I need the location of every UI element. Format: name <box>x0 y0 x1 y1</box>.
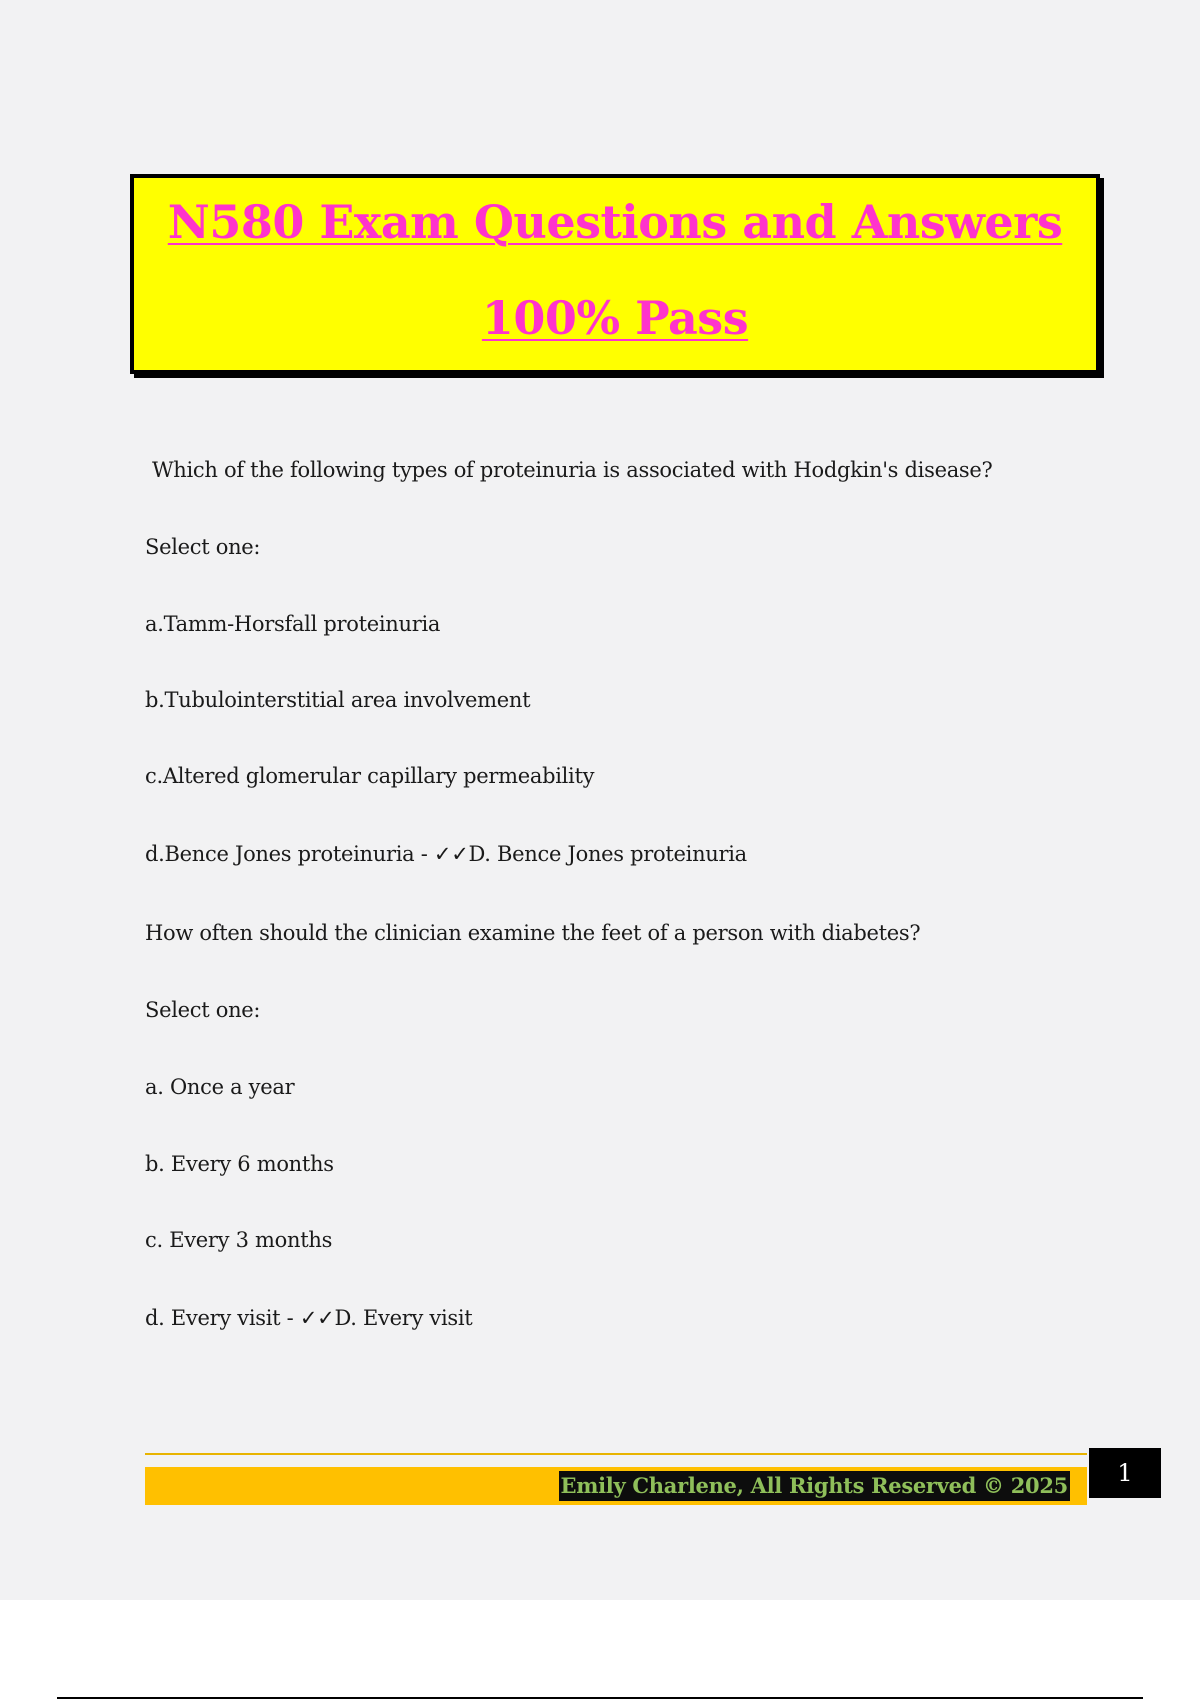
question-2-option-a: a. Once a year <box>145 1075 295 1099</box>
question-1-option-a: a.Tamm-Horsfall proteinuria <box>145 612 441 636</box>
question-2-option-c: c. Every 3 months <box>145 1228 333 1252</box>
page-number: 1 <box>1089 1448 1161 1498</box>
question-2-prompt: How often should the clinician examine the feet of a person with diabetes? <box>145 921 921 945</box>
question-2-instruction: Select one: <box>145 998 261 1022</box>
question-2-option-d-answer: d. Every visit - ✓✓D. Every visit <box>145 1306 473 1330</box>
title-box <box>130 174 1100 374</box>
question-1-prompt: Which of the following types of proteinuria is associated with Hodgkin's disease? <box>152 458 993 482</box>
page-bottom-rule <box>57 1697 1143 1699</box>
footer-copyright: Emily Charlene, All Rights Reserved © 2025 <box>559 1471 1071 1501</box>
question-1-option-c: c.Altered glomerular capillary permeability <box>145 764 595 788</box>
document-subtitle: 100% Pass <box>481 291 749 345</box>
question-1-instruction: Select one: <box>145 535 261 559</box>
footer-divider <box>145 1453 1087 1455</box>
question-1-option-d-answer: d.Bence Jones proteinuria - ✓✓D. Bence Jones proteinuria <box>145 842 747 866</box>
footer-band <box>145 1467 1087 1505</box>
question-2-option-b: b. Every 6 months <box>145 1152 334 1176</box>
question-1-option-b: b.Tubulointerstitial area involvement <box>145 688 531 712</box>
document-title: N580 Exam Questions and Answers <box>167 195 1063 249</box>
